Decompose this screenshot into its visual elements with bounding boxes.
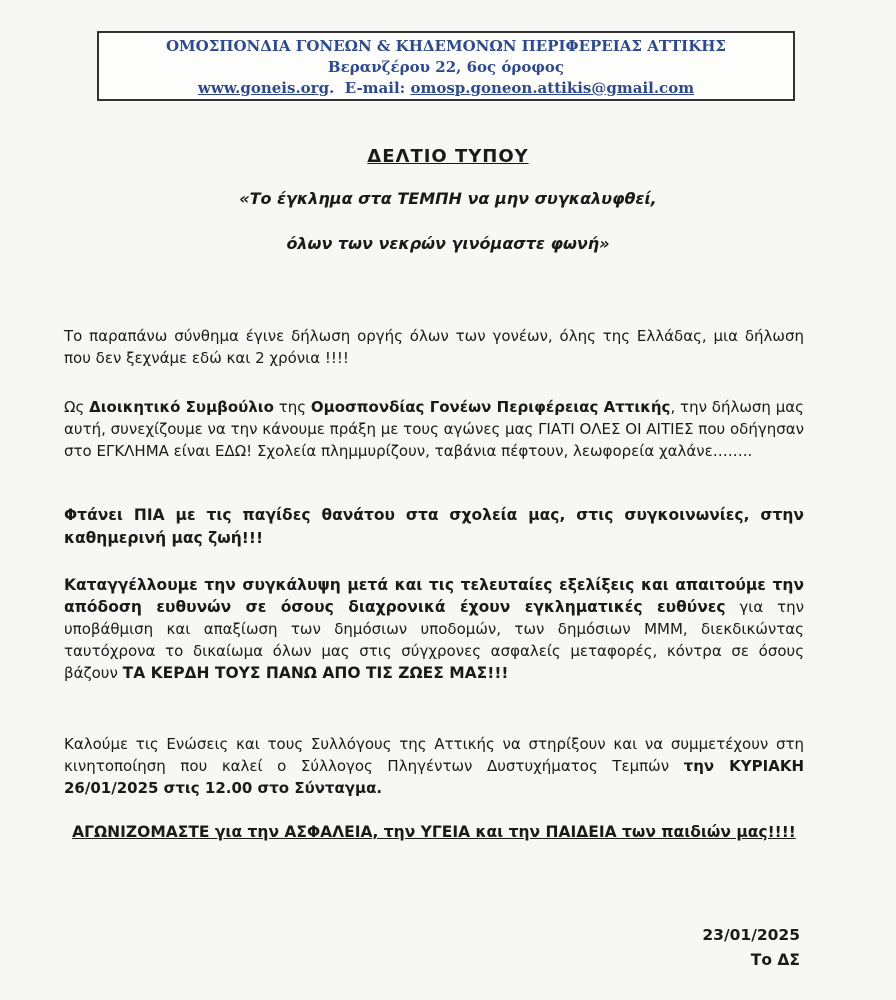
website-link[interactable]: www.goneis.org bbox=[197, 79, 330, 97]
paragraph-1: Το παραπάνω σύνθημα έγινε δήλωση οργής όλων των γονέων, όλης της Ελλάδας, μια δήλωση που δεν ξεχνάμε εδώ και 2 χρόνια !!!! bbox=[64, 327, 804, 367]
federation-name: Ομοσπονδίας Γονέων Περιφέρειας Αττικής bbox=[310, 398, 671, 416]
paragraph-3: Φτάνει ΠΙΑ με τις παγίδες θανάτου στα σχολεία μας, στις συγκοινωνίες, στην καθημερινή μας ζωή!!! bbox=[64, 506, 804, 547]
paragraph-5: Καλούμε τις Ενώσεις και τους Συλλόγους της Αττικής να στηρίξουν και να συμμετέχουν στη κινητοποίηση που καλεί ο Σύλλογος Πληγέντων Δυστυχήματος Τεμπών την ΚΥΡΙΑΚΗ 26/01/2025 στις 12.00 στο Σύνταγμα. bbox=[64, 735, 805, 797]
email-link[interactable]: omosp.goneon.attikis@gmail.com bbox=[410, 79, 695, 97]
board-name: Διοικητικό Συμβούλιο bbox=[89, 398, 274, 416]
signature: Το ΔΣ bbox=[750, 951, 800, 969]
paragraph-4-bold-outro: ΤΑ ΚΕΡΔΗ ΤΟΥΣ ΠΑΝΩ ΑΠΟ ΤΙΣ ΖΩΕΣ ΜΑΣ!!! bbox=[122, 664, 509, 682]
slogan-line-2: όλων των νεκρών γινόμαστε φωνή» bbox=[286, 234, 610, 253]
paragraph-4: Καταγγέλλουμε την συγκάλυψη μετά και τις τελευταίες εξελίξεις και απαιτούμε την απόδοση ευθυνών σε όσους διαχρονικά έχουν εγκληματικές ευθύνες για την υποβάθμιση και απαξίωση των δημόσιων υποδομών, των δημόσιων ΜΜΜ, διεκδικώντας ταυτόχρονα το δικαίωμα όλων μας στις σύγχρονες ασφαλείς μεταφορές, κόντρα σε όσους βάζουν ΤΑ ΚΕΡΔΗ ΤΟΥΣ ΠΑΝΩ ΑΠΟ ΤΙΣ ΖΩΕΣ ΜΑΣ!!! bbox=[64, 576, 804, 682]
paragraph-4-bold-intro: Καταγγέλλουμε την συγκάλυψη μετά και τις τελευταίες εξελίξεις και απαιτούμε την απόδοση ευθυνών σε όσους διαχρονικά έχουν εγκληματικές ευθύνες bbox=[64, 576, 804, 616]
organization-name: ΟΜΟΣΠΟΝΔΙΑ ΓΟΝΕΩΝ & ΚΗΔΕΜΟΝΩΝ ΠΕΡΙΦΕΡΕΙΑΣ ΑΤΤΙΚΗΣ bbox=[165, 37, 727, 55]
contact-line: www.goneis.org. E-mail: omosp.goneon.attikis@gmail.com bbox=[197, 79, 695, 97]
letterhead-box bbox=[97, 31, 795, 101]
paragraph-2: Ως Διοικητικό Συμβούλιο της Ομοσπονδίας Γονέων Περιφέρειας Αττικής, την δήλωση μας αυτή, συνεχίζουμε να την κάνουμε πράξη με τους αγώνες μας ΓΙΑΤΙ ΟΛΕΣ ΟΙ ΑΙΤΙΕΣ που οδήγησαν στο ΕΓΚΛΗΜΑ είναι ΕΔΩ! Σχολεία πλημμυρίζουν, ταβάνια πέφτουν, λεωφορεία χαλάνε…….. bbox=[64, 398, 804, 460]
slogan-line-1: «Το έγκλημα στα ΤΕΜΠΗ να μην συγκαλυφθεί, bbox=[239, 189, 657, 208]
document-date: 23/01/2025 bbox=[702, 926, 800, 944]
closing-statement: ΑΓΩΝΙΖΟΜΑΣΤΕ για την ΑΣΦΑΛΕΙΑ, την ΥΓΕΙΑ και την ΠΑΙΔΕΙΑ των παιδιών μας!!!! bbox=[72, 823, 796, 841]
event-date: την ΚΥΡΙΑΚΗ 26/01/2025 στις 12.00 στο Σύνταγμα. bbox=[64, 757, 805, 797]
document-title: ΔΕΛΤΙΟ ΤΥΠΟΥ bbox=[367, 146, 529, 167]
organization-address: Βερανζέρου 22, 6ος όροφος bbox=[327, 58, 565, 76]
email-label: E-mail: bbox=[344, 79, 406, 97]
